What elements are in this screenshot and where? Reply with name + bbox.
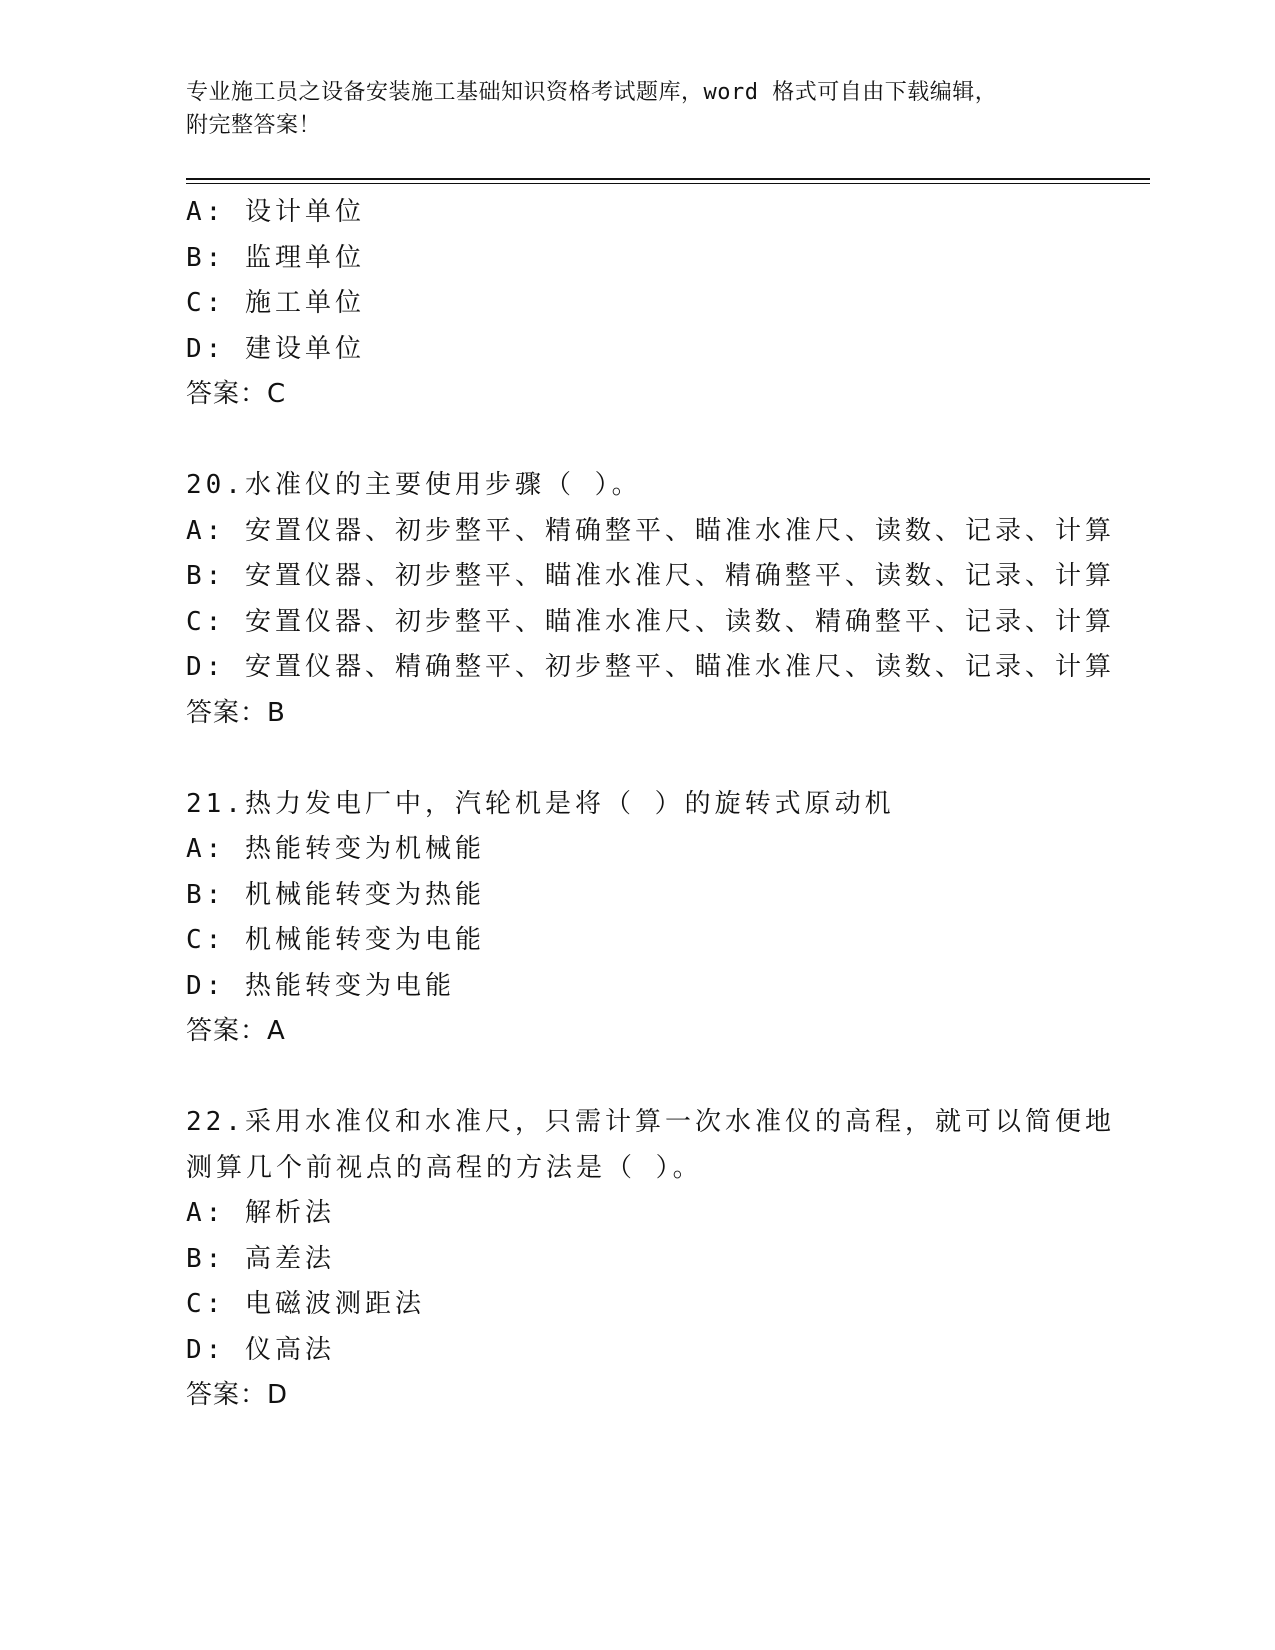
answer-line: 答案：B (186, 697, 286, 728)
question-20-block (186, 463, 1146, 736)
question-stem-line-2: 测算几个前视点的高程的方法是（ ）。 (186, 1152, 703, 1183)
question-stem: 21.热力发电厂中，汽轮机是将（ ）的旋转式原动机 (186, 788, 895, 819)
header-line-2: 附完整答案！ (186, 113, 322, 138)
option-c: C: 电磁波测距法 (186, 1289, 425, 1319)
spacer (186, 1055, 1146, 1101)
answer-line: 答案：C (186, 379, 287, 409)
option-d: D: 热能转变为电能 (186, 970, 455, 1001)
option-c: C: 安置仪器、初步整平、瞄准水准尺、读数、精确整平、记录、计算 (186, 606, 1115, 637)
header-divider-thick (186, 178, 1150, 180)
option-a: A: 热能转变为机械能 (186, 834, 485, 864)
question-stem-line-1: 22.采用水准仪和水准尺，只需计算一次水准仪的高程，就可以简便地 (186, 1107, 1115, 1137)
option-b: B: 高差法 (186, 1243, 335, 1274)
question-19-block (186, 190, 1146, 418)
option-a: A: 设计单位 (186, 197, 365, 227)
answer-line: 答案：A (186, 1016, 286, 1046)
document-header (186, 76, 1086, 142)
option-c: C: 机械能转变为电能 (186, 925, 485, 955)
answer-line: 答案：D (186, 1380, 289, 1410)
spacer (186, 418, 1146, 464)
option-a: A: 解析法 (186, 1198, 335, 1228)
option-a: A: 安置仪器、初步整平、精确整平、瞄准水准尺、读数、记录、计算 (186, 515, 1115, 546)
option-b: B: 监理单位 (186, 242, 365, 273)
question-content (186, 190, 1146, 1419)
header-divider-thin (186, 183, 1150, 184)
spacer (186, 736, 1146, 782)
question-stem: 20.水准仪的主要使用步骤（ ）。 (186, 470, 642, 500)
header-line-1: 专业施工员之设备安装施工基础知识资格考试题库，word 格式可自由下载编辑， (186, 80, 998, 105)
option-d: D: 仪高法 (186, 1334, 335, 1365)
option-b: B: 安置仪器、初步整平、瞄准水准尺、精确整平、读数、记录、计算 (186, 561, 1115, 591)
question-21-block (186, 782, 1146, 1055)
question-22-block (186, 1100, 1146, 1419)
option-d: D: 安置仪器、精确整平、初步整平、瞄准水准尺、读数、记录、计算 (186, 652, 1115, 682)
option-d: D: 建设单位 (186, 333, 365, 364)
option-b: B: 机械能转变为热能 (186, 879, 485, 910)
option-c: C: 施工单位 (186, 288, 365, 318)
